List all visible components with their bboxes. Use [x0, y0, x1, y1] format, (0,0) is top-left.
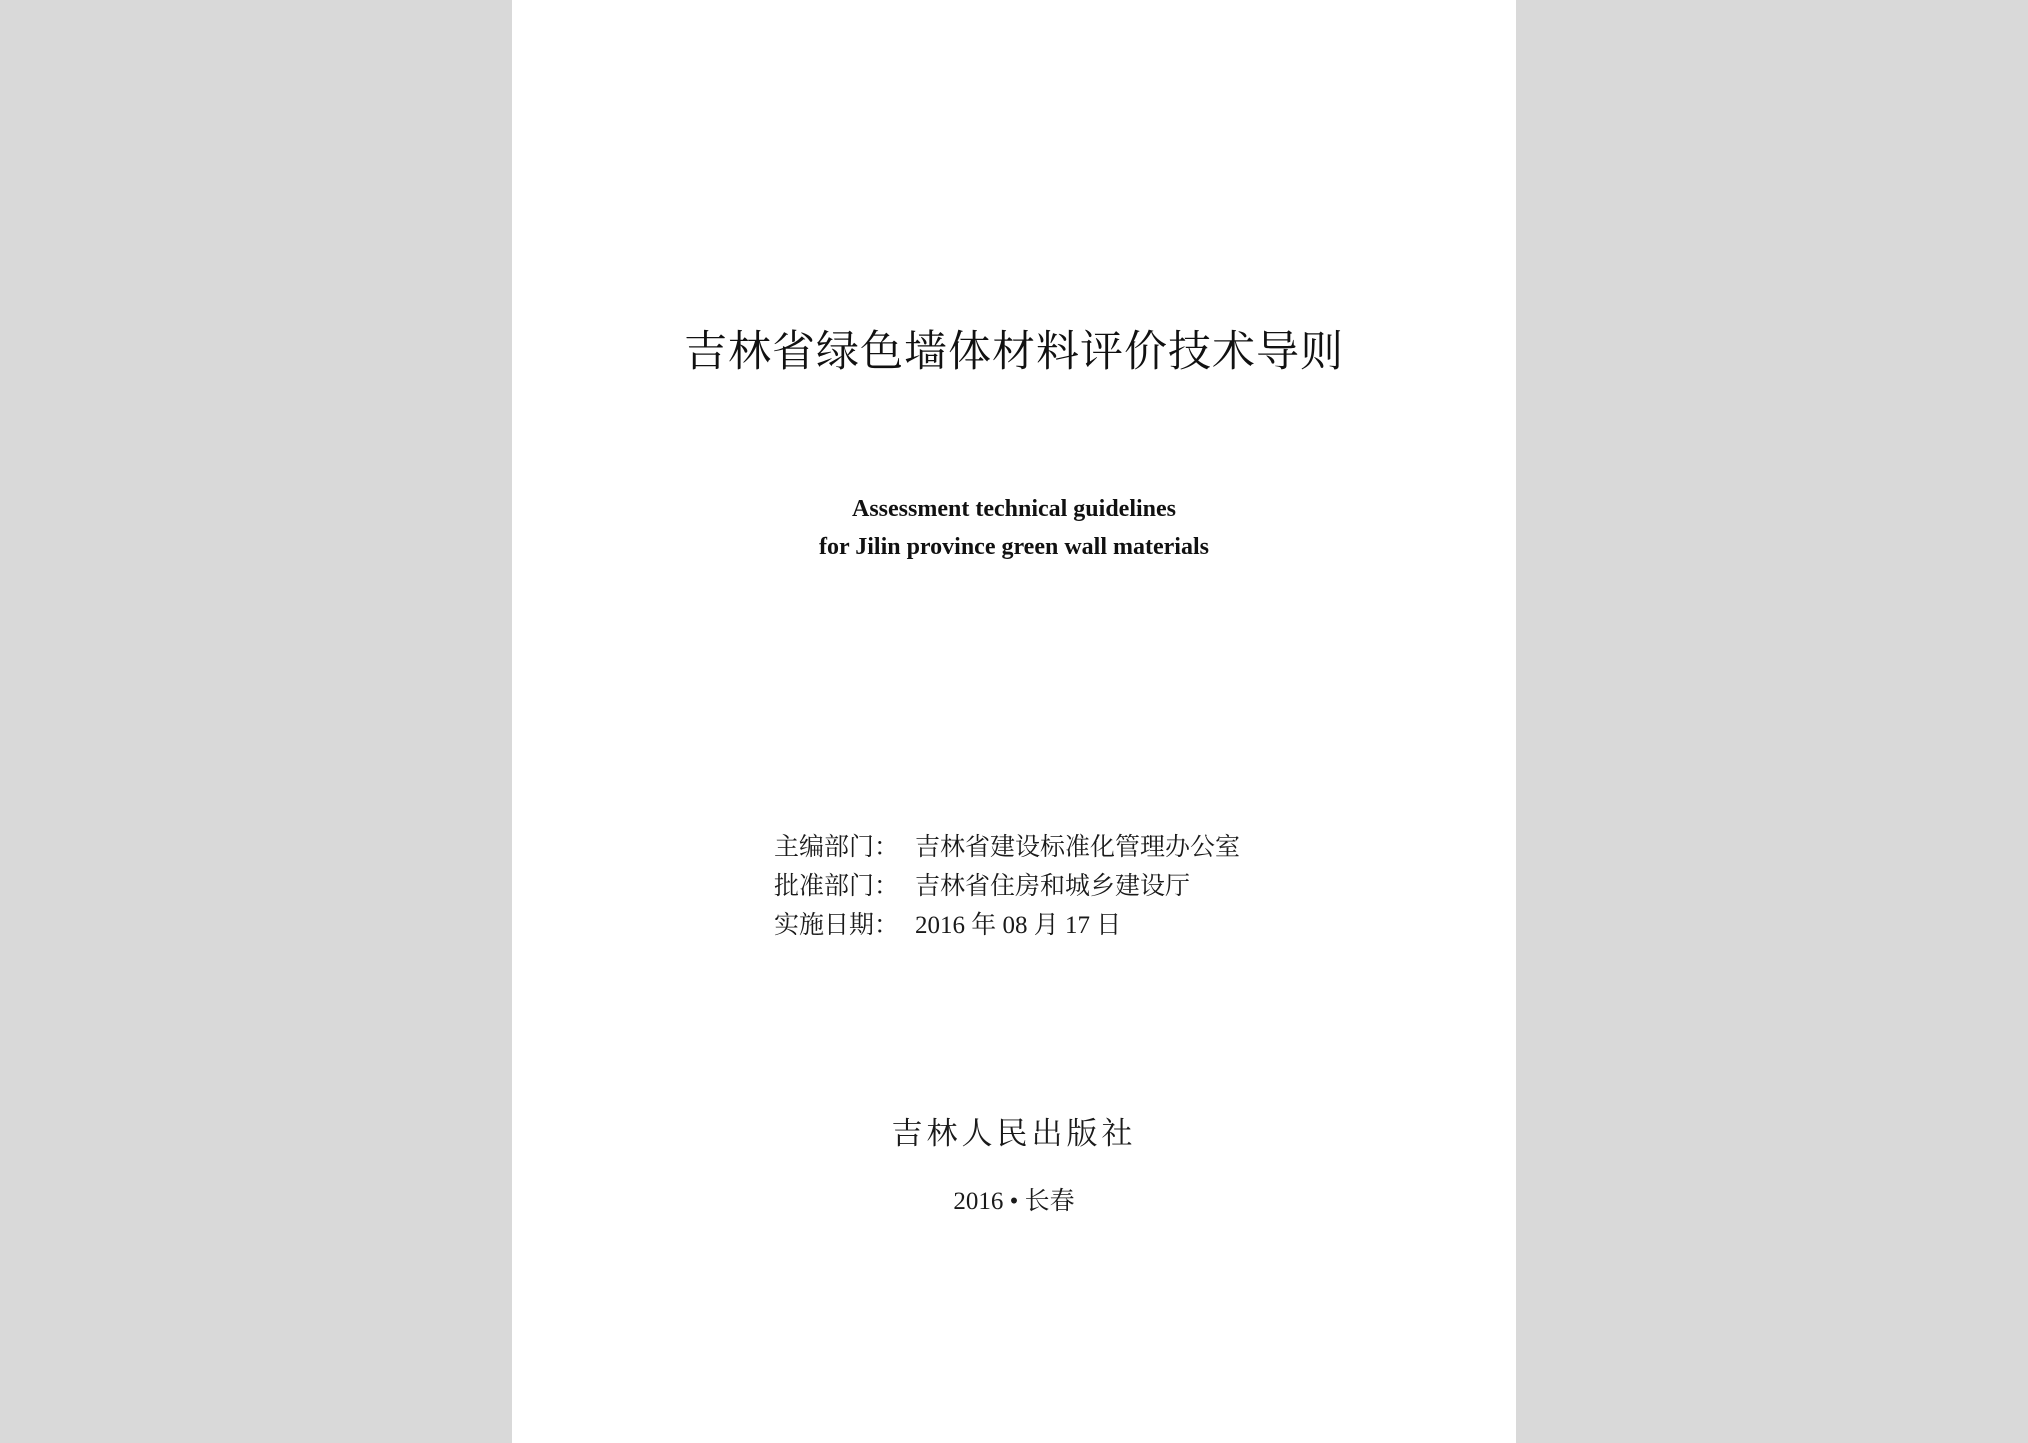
publisher-name: 吉林人民出版社	[891, 1116, 1137, 1151]
meta-row-approver	[774, 867, 1240, 906]
meta-label: 批准部门：	[774, 873, 900, 900]
meta-value: 吉林省建设标准化管理办公室	[915, 834, 1241, 861]
document-page	[512, 0, 1516, 1443]
meta-value: 吉林省住房和城乡建设厅	[915, 873, 1191, 900]
meta-label: 主编部门：	[774, 834, 900, 861]
meta-row-editor	[774, 828, 1240, 867]
document-metadata	[774, 828, 1240, 945]
publication-year-place: 2016 • 长春	[953, 1188, 1075, 1215]
meta-value: 2016 年 08 月 17 日	[915, 912, 1122, 939]
meta-label: 实施日期：	[774, 912, 900, 939]
english-title-line-2: for Jilin province green wall materials	[819, 534, 1209, 560]
document-title-english	[512, 490, 1516, 566]
meta-row-effective-date	[774, 906, 1240, 945]
document-title-chinese: 吉林省绿色墙体材料评价技术导则	[684, 329, 1344, 376]
english-title-line-1: Assessment technical guidelines	[852, 496, 1176, 522]
